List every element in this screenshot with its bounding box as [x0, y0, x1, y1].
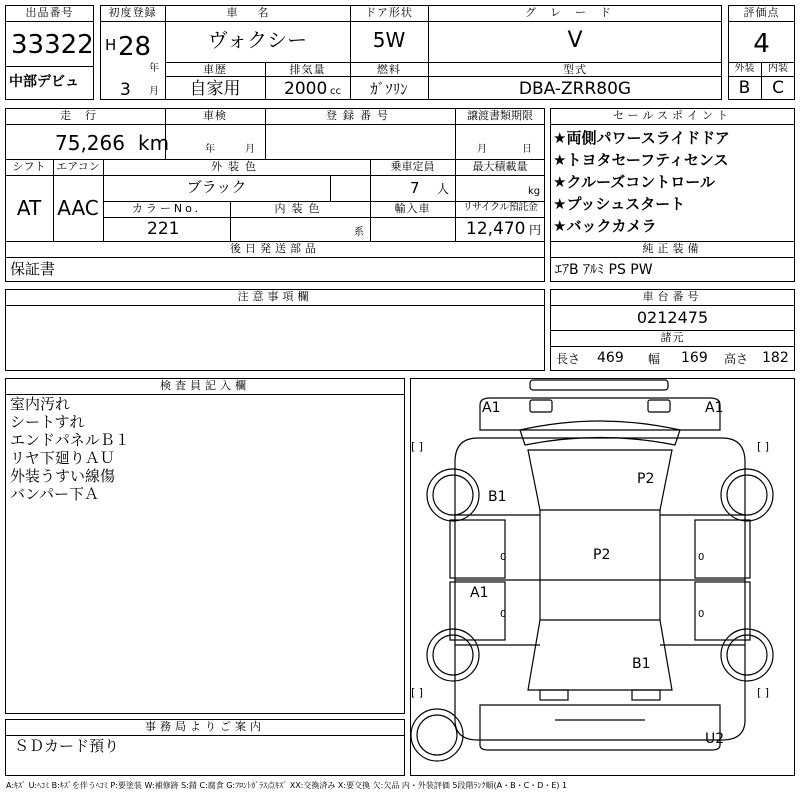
- interior-color-unit: 系: [354, 227, 364, 238]
- exterior-grade: B: [738, 78, 751, 98]
- height: 182: [762, 350, 789, 366]
- bracket-mark: [ ]: [411, 686, 424, 699]
- chassis-number: 0212475: [636, 308, 709, 327]
- ac: AAC: [57, 196, 99, 220]
- lot-no-label: 出品番号: [25, 6, 74, 19]
- zero-mark: 0: [698, 609, 705, 620]
- inspector-line: バンパー下Ａ: [10, 485, 99, 503]
- equipment: ｴｱB ｱﾙﾐ PS PW: [555, 262, 653, 278]
- interior-grade: C: [772, 78, 784, 98]
- damage-mark: B1: [632, 656, 651, 672]
- first-reg-year: 28: [118, 32, 152, 62]
- lot-no: 33322: [11, 30, 94, 60]
- length: 469: [597, 350, 624, 366]
- sales-points-label: セールスポイント: [612, 109, 732, 122]
- damage-mark: U2: [705, 731, 725, 747]
- dims-label: 諸元: [660, 331, 685, 344]
- model-code: DBA-ZRR80G: [518, 79, 632, 99]
- history-label: 車歴: [203, 63, 227, 76]
- reg-no-label: 登録番号: [326, 109, 394, 122]
- history: 自家用: [189, 79, 241, 99]
- zero-mark: 0: [500, 552, 507, 563]
- office-text: ＳＤカード預り: [14, 737, 120, 755]
- interior-grade-label: 内装: [768, 63, 788, 74]
- transfer-month-unit: 月: [477, 144, 487, 155]
- exterior-grade-label: 外装: [734, 63, 755, 74]
- car-name-label: 車名: [226, 6, 289, 19]
- width-label: 幅: [648, 352, 661, 366]
- width: 169: [681, 350, 708, 366]
- notes-label: 注意事項欄: [237, 290, 313, 303]
- recycle-label: リサイクル預託金: [462, 202, 538, 213]
- door: 5W: [372, 28, 406, 52]
- damage-mark: P2: [637, 471, 655, 487]
- model-code-label: 型式: [563, 63, 587, 76]
- ac-label: エアコン: [56, 160, 100, 173]
- bracket-mark: [ ]: [757, 440, 770, 453]
- inspector-line: シートすれ: [10, 413, 85, 431]
- load-label: 最大積載量: [472, 160, 528, 173]
- damage-mark: A1: [705, 400, 724, 416]
- recycle: 12,470: [466, 219, 526, 239]
- year-unit: 年: [149, 63, 159, 74]
- import-label: 輸入車: [394, 202, 431, 215]
- capacity-label: 乗車定員: [390, 160, 435, 173]
- damage-mark: A1: [470, 585, 489, 601]
- bracket-mark: [ ]: [411, 440, 424, 453]
- docs: 保証書: [10, 260, 56, 278]
- office-label: 事務局よりご案内: [145, 720, 265, 733]
- inspector-line: 外装うすい線傷: [10, 467, 116, 485]
- first-reg-month: 3: [120, 80, 131, 100]
- height-label: 高さ: [724, 352, 749, 366]
- inspector-line: リヤ下廻りＡＵ: [10, 449, 115, 467]
- load-unit: kg: [528, 186, 541, 197]
- shift: AT: [16, 196, 42, 220]
- debut-label: 中部デビュ: [9, 74, 79, 90]
- score: 4: [753, 29, 770, 59]
- first-reg-label: 初度登録: [108, 6, 157, 19]
- door-label: ドア形状: [365, 6, 413, 19]
- displacement: 2000: [284, 79, 328, 99]
- docs-label: 後日発送部品: [230, 242, 320, 255]
- damage-mark: B1: [488, 489, 507, 505]
- color-label: 外装色: [211, 160, 262, 173]
- inspector-line: 室内汚れ: [10, 395, 71, 413]
- mileage-unit: km: [138, 131, 170, 155]
- legend: A:ｷｽﾞ U:ﾍｺﾐ B:ｷｽﾞを伴うﾍｺﾐ P:要塗装 W:補修跡 S:錆 C:腐食 G:ﾌﾛﾝﾄｶﾞﾗｽ点ｷｽﾞ XX:交換済み X:要交換 欠:欠品 内・外装評価 5段階ﾗﾝｸ順(A・B・C・D・E) 1: [6, 781, 568, 790]
- color-no-label: カラーNo.: [131, 202, 202, 215]
- damage-mark: A1: [482, 400, 501, 416]
- inspection-month-unit: 月: [245, 144, 255, 155]
- sales-point-item: ★バックカメラ: [553, 217, 657, 235]
- inspection-year-unit: 年: [205, 144, 215, 155]
- sales-point-item: ★両側パワースライドドア: [553, 129, 730, 147]
- grade: V: [567, 28, 583, 53]
- transfer-day-unit: 日: [522, 144, 532, 155]
- sales-point-item: ★クルーズコントロール: [553, 173, 715, 191]
- chassis-label: 車台番号: [642, 290, 703, 303]
- month-unit: 月: [149, 86, 159, 97]
- zero-mark: 0: [500, 609, 507, 620]
- fuel-label: 燃料: [377, 63, 401, 76]
- sales-point-item: ★トヨタセーフティセンス: [553, 151, 729, 169]
- shift-label: シフト: [12, 160, 46, 173]
- grade-label: グレード: [525, 6, 625, 19]
- sales-point-item: ★プッシュスタート: [553, 195, 686, 213]
- fuel: ｶﾞｿﾘﾝ: [370, 80, 408, 98]
- inspector-line: エンドパネルＢ１: [10, 431, 130, 449]
- inspection-label: 車検: [203, 109, 227, 122]
- displacement-unit: cc: [330, 86, 341, 97]
- recycle-unit: 円: [529, 223, 542, 237]
- mileage-label: 走行: [60, 109, 110, 122]
- length-label: 長さ: [556, 352, 581, 366]
- score-label: 評価点: [743, 6, 780, 19]
- interior-color-label: 内装色: [274, 202, 326, 215]
- damage-mark: P2: [593, 547, 611, 563]
- capacity: 7: [410, 179, 420, 197]
- car-name: ヴォクシー: [207, 28, 308, 52]
- color-no: 221: [147, 219, 180, 239]
- zero-mark: 0: [698, 552, 705, 563]
- era: H: [105, 36, 117, 54]
- transfer-label: 譲渡書類期限: [467, 109, 533, 122]
- bracket-mark: [ ]: [757, 686, 770, 699]
- color: ブラック: [186, 178, 247, 196]
- mileage: 75,266: [55, 131, 125, 155]
- equipment-label: 純正装備: [642, 242, 703, 255]
- capacity-unit: 人: [437, 182, 450, 196]
- inspector-label: 検査員記入欄: [160, 379, 250, 392]
- displacement-label: 排気量: [289, 63, 326, 76]
